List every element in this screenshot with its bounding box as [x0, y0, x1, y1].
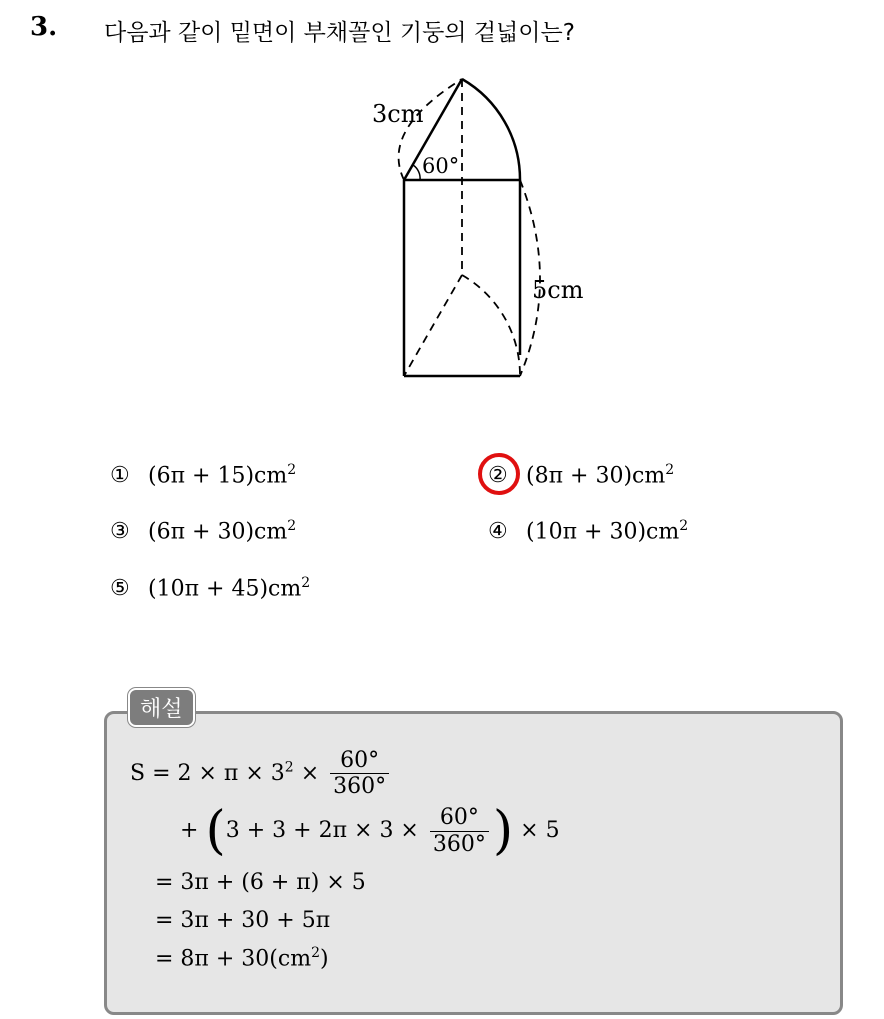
line1-exponent: 2 — [284, 759, 294, 776]
line5-exponent: 2 — [311, 945, 320, 961]
choice-4[interactable] — [488, 518, 688, 544]
hidden-bottom-arc — [462, 275, 520, 376]
fraction — [330, 748, 389, 800]
choice-5[interactable] — [110, 575, 310, 601]
choice-exponent: 2 — [287, 518, 297, 534]
fraction-numerator: 60° — [430, 805, 489, 831]
angle-label: 60° — [422, 154, 460, 178]
top-arc — [462, 79, 520, 180]
choice-text: (6π + 15)cm — [148, 463, 288, 489]
left-paren: ( — [205, 801, 226, 861]
choice-exponent: 2 — [301, 575, 311, 591]
line1-multiply: × — [300, 760, 320, 786]
choice-text: (6π + 30)cm — [148, 519, 288, 545]
solution-tag: 해설 — [128, 688, 195, 727]
line2-inner: 3 + 3 + 2π × 3 × — [225, 818, 419, 843]
choice-text: (10π + 45)cm — [148, 576, 302, 602]
line5-suffix: ) — [319, 946, 329, 972]
choice-number: ④ — [488, 519, 508, 545]
question-number: 3. — [30, 12, 58, 42]
right-paren: ) — [492, 801, 514, 861]
height-label: 5cm — [532, 276, 584, 304]
solution-line-1 — [130, 748, 393, 800]
solution-line-3: = 3π + (6 + π) × 5 — [155, 870, 366, 895]
prism-figure — [360, 70, 620, 390]
angle-arc — [413, 165, 420, 180]
choice-3[interactable] — [110, 518, 296, 544]
choice-number: ③ — [110, 519, 130, 545]
fraction-numerator: 60° — [330, 748, 389, 774]
choice-text: (10π + 30)cm — [526, 519, 680, 545]
solution-line-2 — [180, 801, 560, 861]
fraction-denominator: 360° — [333, 774, 387, 800]
solution-line-5 — [155, 945, 329, 971]
line1-prefix: S = 2 × π × 3 — [130, 760, 285, 786]
choice-number: ⑤ — [110, 576, 130, 602]
choice-exponent: 2 — [287, 462, 297, 478]
line5-prefix: = 8π + 30(cm — [155, 946, 312, 972]
hidden-bottom-radius — [404, 275, 462, 376]
radius-label: 3cm — [372, 100, 424, 128]
choice-exponent: 2 — [665, 462, 675, 478]
solution-line-4: = 3π + 30 + 5π — [155, 908, 331, 933]
choice-1[interactable] — [110, 462, 296, 488]
choice-number: ② — [488, 463, 508, 489]
choice-exponent: 2 — [679, 518, 689, 534]
answer-mark-circle — [478, 453, 520, 495]
question-text: 다음과 같이 밑면이 부채꼴인 기둥의 겉넓이는? — [104, 20, 575, 46]
fraction — [430, 805, 489, 857]
choice-text: (8π + 30)cm — [526, 463, 666, 489]
choice-number: ① — [110, 463, 130, 489]
line2-suffix: × 5 — [520, 818, 560, 843]
fraction-denominator: 360° — [432, 831, 486, 857]
line2-prefix: + — [180, 818, 199, 843]
